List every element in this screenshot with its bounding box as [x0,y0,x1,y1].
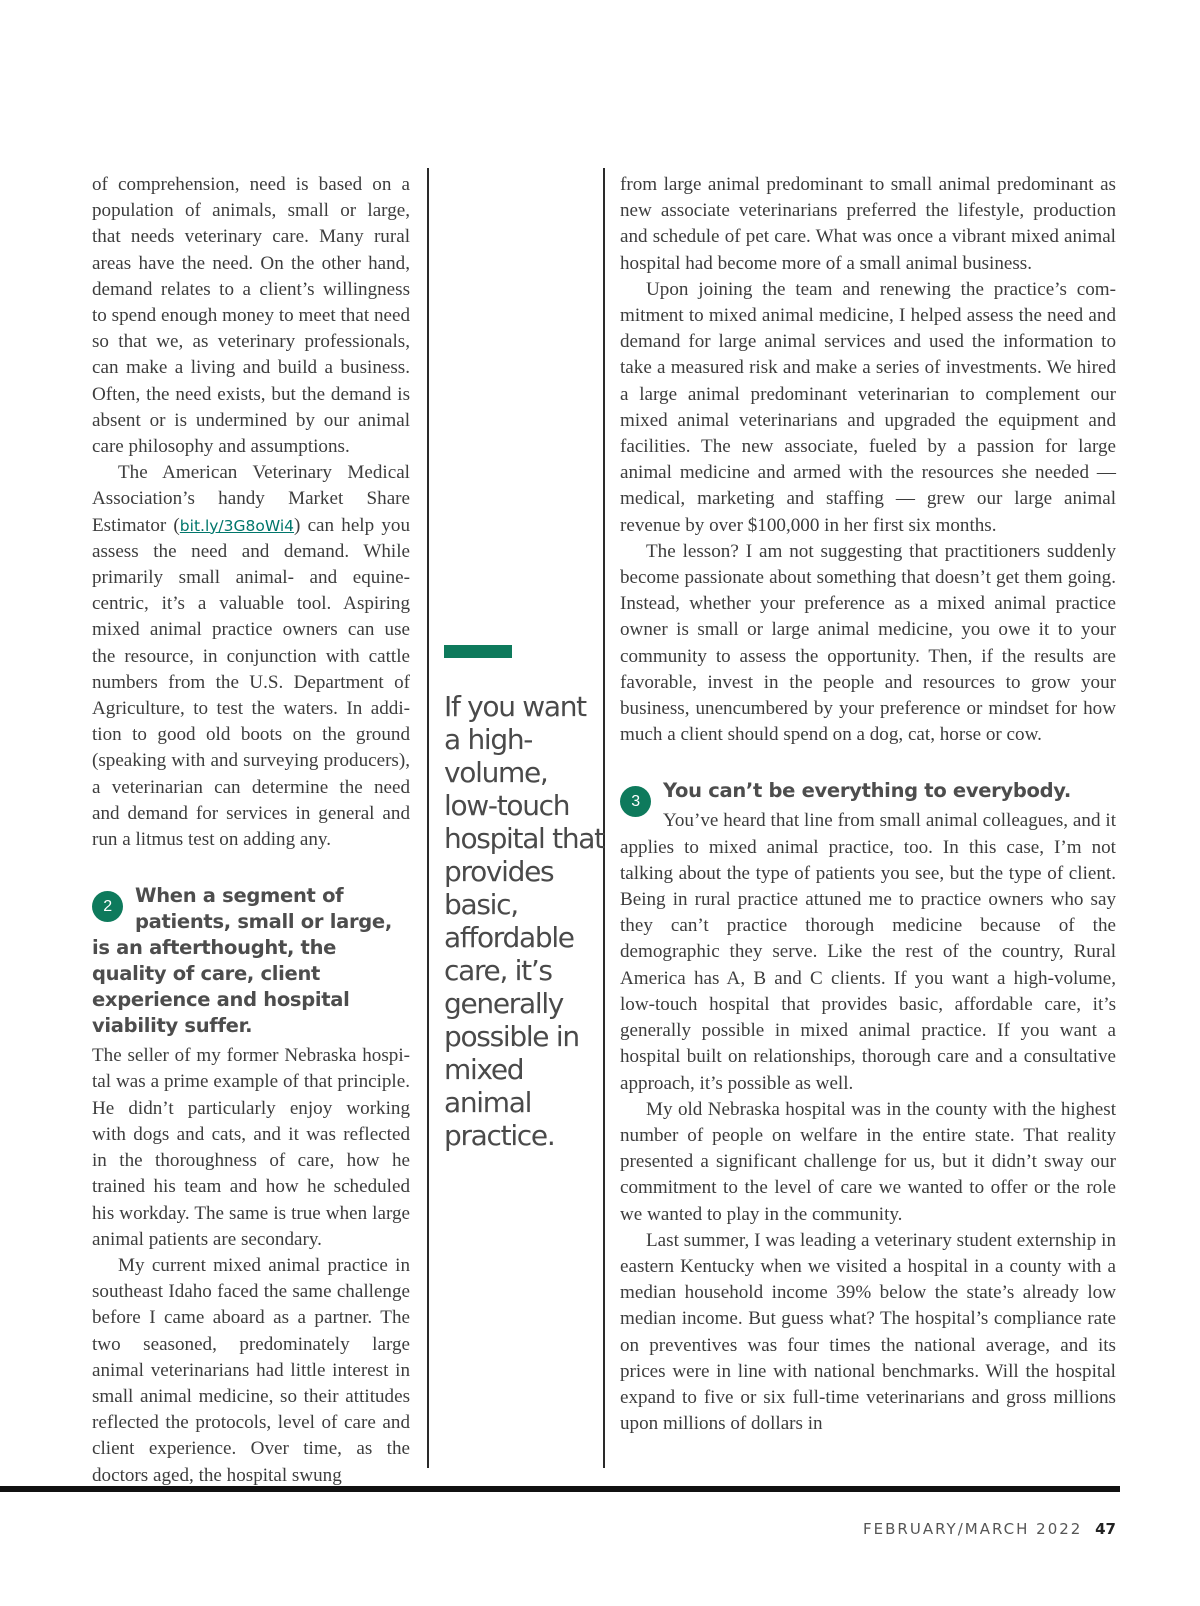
page-number: 47 [1095,1520,1116,1538]
section-2-heading-text: When a segment of patients, small or large, is an afterthought, the quality of care, client experience and hospital viability suffer. [92,884,392,1038]
section-3-heading-text: You can’t be everything to everybody. [663,779,1072,803]
pull-quote-accent-bar [444,645,512,658]
right-paragraph-3: The lesson? I am not suggesting that practitioners suddenly become passionate about something that doesn’t get them going. Instead, whether your preference as a mixed animal practice owner is small or large animal medicine, you owe it to your community to assess the opportunity. Then, if the results are favorable, invest in the people and resources to grow your business, unencumbered by your preference or mindset for how much a client should spend on a dog, cat, horse or cow. [620,540,1116,746]
right-paragraph-5: My old Nebraska hospital was in the county with the highest number of people on welfare in the entire state. That reality presented a significant challenge for us, but it didn’t sway our commitment to the level of care we wanted to offer or the role we wanted to play in the community. [620,1098,1116,1225]
left-paragraph-4: My current mixed animal practice in southeast Idaho faced the same challenge before I came aboard as a partner. The two seasoned, predominately large animal veterinarians had little interest in small animal medicine, so their attitudes reflected the protocols, level of care and client experience. Over time, as the doctors aged, the hospital swung [92,1254,410,1486]
page-footer [863,1520,1116,1538]
section-2-number-badge: 2 [92,891,123,922]
section-3-number-badge: 3 [620,786,651,817]
left-column [92,172,410,1489]
right-paragraph-1: from large animal predominant to small animal predominant as new associate veterinarians preferred the lifestyle, production and schedule of pet care. What was once a vibrant mixed animal hospital had become more of a small animal business. [620,174,1116,274]
left-paragraph-2 [92,460,410,853]
issue-date: FEBRUARY/MARCH 2022 [863,1520,1083,1538]
left-paragraph-1: of comprehension, need is based on a population of animals, small or large, that needs veterinary care. Many rural areas have the need. On the other hand, demand relates to a client’s willingness to spend enough money to meet that need so that we, as veterinary professionals, can make a living and build a business. Often, the need exists, but the demand is absent or is undermined by our animal care philosophy and assumptions. [92,174,410,458]
market-share-estimator-link[interactable]: bit.ly/3G8oWi4 [179,516,295,535]
right-paragraph-4: You’ve heard that line from small animal colleagues, and it applies to mixed animal practice, too. In this case, I’m not talking about the type of patients you see, but the type of client. Being in rural practice attuned me to practice owners who say they can’t practice thorough medicine because of the demographic they serve. Like the rest of the country, Rural America has A, B and C clients. If you want a high-volume, low-touch hospital that provides basic, affordable care, it’s generally possible in mixed animal practice. If you want a hospital built on relationships, thorough care and a consultative approach, it’s possible as well. [620,810,1116,1094]
section-2-heading [92,883,410,1039]
left-paragraph-2-end: ) can help you assess the need and demand. While primarily small animal- and equine-centric, it’s a valuable tool. Aspiring mixed animal practice owners can use the resource, in conjunction with cattle numbers from the U.S. Department of Agriculture, to test the waters. In addition to good old boots on the ground (speaking with and surveying producers), a veterinarian can determine the need and demand for services in general and run a litmus test on adding any. [92,514,410,851]
left-paragraph-3: The seller of my former Nebraska hospital was a prime example of that principle. He didn’t particularly enjoy working with dogs and cats, and it was reflected in the thoroughness of care, how he trained his team and how he scheduled his workday. The same is true when large animal patients are secondary. [92,1045,410,1250]
section-3-heading [620,778,1116,811]
right-column [620,172,1116,1437]
left-paragraph-2-start: The American Veterinary Medical Association’s handy Market Share Estimator ( [92,462,410,536]
footer-rule [0,1486,1120,1492]
pull-quote: If you want a high-volume, low-touch hospital that provides basic, affordable care, it’s generally possible in mixed animal practice. [444,690,604,1152]
right-paragraph-2: Upon joining the team and renewing the practice’s commitment to mixed animal medicine, I helped assess the need and demand for large animal services and used the information to take a measured risk and make a series of investments. We hired a large animal predominant veterinarian to complement our mixed animal veterinarians and upgraded the equipment and facilities. The new associate, fueled by a passion for large animal medicine and armed with the resources she needed — medical, marketing and staffing — grew our large animal revenue by over $100,000 in her first six months. [620,278,1116,536]
column-divider-left [427,168,429,1468]
right-paragraph-6: Last summer, I was leading a veterinary student externship in eastern Kentucky when we visited a hospital in a county with a median household income 39% below the state’s already low median income. But guess what? The hospital’s compliance rate on preventives was four times the national average, and its prices were in line with national benchmarks. Will the hospital expand to five or six full-time veterinarians and gross millions upon millions of dollars in [620,1229,1116,1435]
